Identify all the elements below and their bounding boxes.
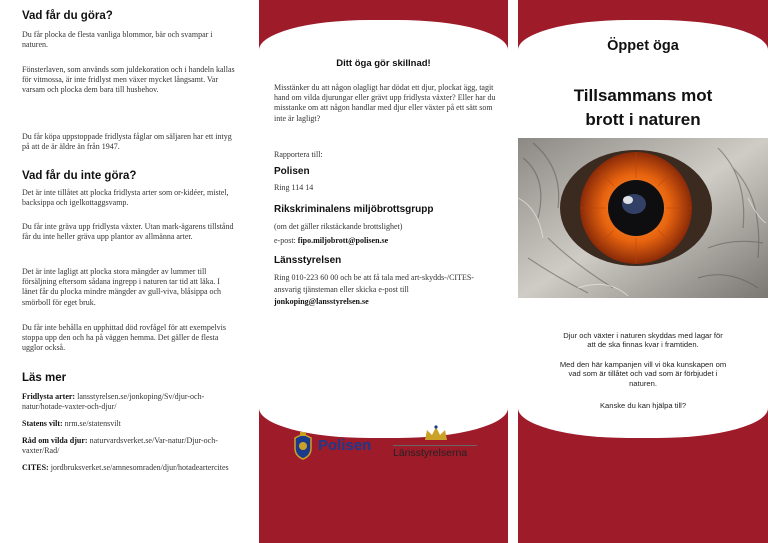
link-rad-vilda-djur[interactable]: Råd om vilda djur: naturvardsverket.se/Var-natur/Djur-och-vaxter/Rad/ bbox=[22, 436, 218, 456]
lansstyrelsen-logo bbox=[391, 424, 481, 464]
polisen-emblem-icon bbox=[291, 432, 315, 460]
right-panel bbox=[518, 0, 768, 543]
left-panel bbox=[0, 0, 248, 543]
contact-lans-title: Länsstyrelsen bbox=[274, 255, 342, 266]
info-text-2: Med den här kampanjen vill vi öka kunskapen om vad som är tillåtet och vad som är förbjudet i naturen. bbox=[559, 359, 727, 388]
contact-rikskrim-email[interactable]: e-post: fipo.miljobrott@polisen.se bbox=[274, 236, 389, 245]
contact-rikskrim-note: (om det gäller rikstäckande brottslighet) bbox=[274, 222, 403, 231]
text-not-allowed-1: Det är inte tillåtet att plocka fridlysta arter som or-kidéer, mistel, backsippa och igelkottaggsvamp. bbox=[22, 188, 229, 208]
brochure-title: Öppet öga bbox=[607, 38, 679, 54]
headline-line-1: Tillsammans mot bbox=[573, 86, 713, 105]
link-fridlysta[interactable]: Fridlysta arter: lansstyrelsen.se/jonkoping/Sv/djur-och-natur/hotade-vaxter-och-djur/ bbox=[22, 392, 205, 412]
contact-polisen-phone: Ring 114 14 bbox=[274, 183, 314, 192]
text-allowed-2: Fönsterlaven, som används som juldekoration och i handeln kallas för vitmossa, är inte fridlyst men växer mycket långsamt. Var varsam och plocka dem bara till husbehov. bbox=[22, 65, 235, 95]
heading-not-allowed: Vad får du inte göra? bbox=[22, 170, 137, 182]
text-not-allowed-2: Du får inte gräva upp fridlysta växter. Utan mark-ägarens tillstånd får du inte heller gräva upp plantor av allmänna arter. bbox=[22, 222, 234, 242]
info-text-1: Djur och växter i naturen skyddas med lagar för att de ska finnas kvar i framtiden. bbox=[563, 330, 723, 350]
text-not-allowed-3: Det är inte lagligt att plocka stora mängder av lummer till försäljning eftersom sådana ingrepp i naturen tar tid att läka. I länet får du plocka mindre mängder av gull-viva, blåsippa och smörboll för eget bruk. bbox=[22, 267, 222, 307]
middle-title: Ditt öga gör skillnad! bbox=[336, 58, 431, 69]
polisen-logo bbox=[291, 432, 371, 462]
text-not-allowed-4: Du får inte behålla en upphittad död rovfågel för att exempelvis stoppa upp den och ha på väggen hemma. Det gäller de flesta ugglor också. bbox=[22, 323, 226, 353]
contact-lans-email[interactable]: jonkoping@lansstyrelsen.se bbox=[274, 297, 369, 306]
info-text-3: Kanske du kan hjälpa till? bbox=[599, 400, 687, 410]
contact-rikskrim-title: Rikskriminalens miljöbrottsgrupp bbox=[274, 204, 434, 215]
contact-lans-text: Ring 010-223 60 00 och be att få tala med art-skydds-/CITES-ansvarig tjänsteman eller skicka e-post till jonkoping@lansstyrelsen.se bbox=[274, 273, 474, 306]
polisen-logo-text: Polisen bbox=[318, 437, 372, 454]
link-cites[interactable]: CITES: jordbruksverket.se/amnesomraden/djur/hotadeartercites bbox=[22, 463, 229, 472]
logo-divider bbox=[393, 445, 477, 446]
owl-eye-image bbox=[518, 138, 768, 298]
headline-line-2: brott i naturen bbox=[585, 110, 701, 129]
middle-intro: Misstänker du att någon olagligt har dödat ett djur, plockat ägg, tagit hand om vilda djurungar eller grävt upp fridlysta växter? Eller har du misstanke om att någon handlar med djur eller växter på ett sätt som inte är lagligt? bbox=[274, 83, 496, 123]
text-allowed-3: Du får köpa uppstoppade fridlysta fåglar om säljaren har ett intyg på att de är äldre än från 1947. bbox=[22, 132, 232, 152]
report-to: Rapportera till: bbox=[274, 150, 323, 159]
middle-panel bbox=[259, 0, 508, 543]
contact-polisen-title: Polisen bbox=[274, 166, 310, 177]
heading-allowed: Vad får du göra? bbox=[22, 10, 113, 22]
heading-read-more: Läs mer bbox=[22, 372, 67, 384]
crown-icon bbox=[423, 424, 449, 444]
text-allowed-1: Du får plocka de flesta vanliga blommor, bär och svampar i naturen. bbox=[22, 30, 213, 50]
brochure-headline bbox=[518, 84, 768, 132]
link-statens-vilt[interactable]: Statens vilt: nrm.se/statensvilt bbox=[22, 419, 121, 428]
lansstyrelsen-logo-text: Länsstyrelserna bbox=[393, 447, 468, 459]
